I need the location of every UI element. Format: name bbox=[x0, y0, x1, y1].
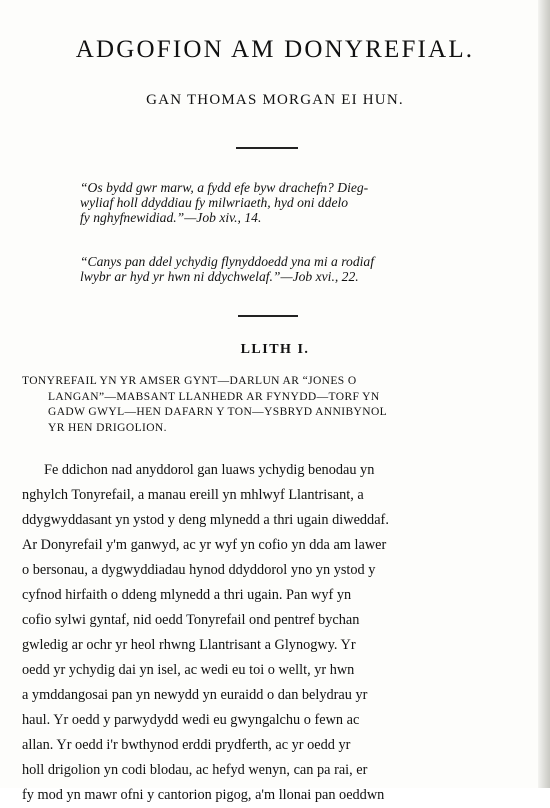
summary-line: GADW GWYL—HEN DAFARN Y TON—YSBRYD ANNIBYNOL bbox=[48, 406, 388, 418]
quote-line: “Os bydd gwr marw, a fydd efe byw drachefn? Dieg- bbox=[80, 180, 369, 195]
quote-line: wyliaf holl ddyddiau fy milwriaeth, hyd oni ddelo bbox=[80, 195, 349, 210]
body-line: allan. Yr oedd i'r bwthynod erddi prydferth, ac yr oedd yr bbox=[22, 737, 351, 753]
quote-line: “Canys pan ddel ychydig flynyddoedd yna mi a rodiaf bbox=[80, 254, 374, 269]
quote-line: fy nghyfnewidiad.”—Job xiv., 14. bbox=[80, 210, 262, 225]
body-line: cyfnod hirfaith o ddeng mlynedd a thri ugain. Pan wyf yn bbox=[22, 587, 352, 603]
body-line: cofio sylwi gyntaf, nid oedd Tonyrefail ond pentref bychan bbox=[22, 612, 360, 628]
body-line: Fe ddichon nad anyddorol gan luaws ychydig benodau yn bbox=[44, 462, 375, 478]
quote-line: lwybr ar hyd yr hwn ni ddychwelaf.”—Job xvi., 22. bbox=[80, 269, 359, 284]
body-line: a ymddangosai pan yn newydd yn euraidd o dan belydrau yr bbox=[22, 687, 368, 703]
epigraph-quote-2 bbox=[80, 254, 514, 284]
summary-line: YR HEN DRIGOLION. bbox=[48, 421, 167, 434]
body-line: o bersonau, a dygwyddiadau hynod ddyddorol yno yn ystod y bbox=[22, 562, 376, 578]
summary-line: LANGAN”—MABSANT LLANHEDR AR FYNYDD—TORF YN bbox=[48, 390, 380, 403]
article-title: ADGOFION AM DONYREFIAL. bbox=[75, 36, 475, 63]
body-line: fy mod yn mawr ofni y cantorion pigog, a'm llonai pan oeddwn bbox=[22, 787, 385, 803]
body-line: holl drigolion yn codi blodau, ac hefyd wenyn, can pa rai, er bbox=[22, 762, 368, 778]
body-line: gwledig ar ochr yr heol rhwng Llantrisant a Glynogwy. Yr bbox=[22, 637, 356, 653]
chapter-summary bbox=[22, 374, 537, 436]
summary-line: TONYREFAIL YN YR AMSER GYNT—DARLUN AR “JONES O bbox=[22, 375, 357, 387]
author-byline: GAN THOMAS MORGAN EI HUN. bbox=[146, 92, 404, 108]
body-line: haul. Yr oedd y parwydydd wedi eu gwyngalchu o fewn ac bbox=[22, 712, 360, 728]
body-line: oedd yr ychydig dai yn isel, ac wedi eu toi o wellt, yr hwn bbox=[22, 662, 355, 678]
body-line: nghylch Tonyrefail, a manau ereill yn mhlwyf Llantrisant, a bbox=[22, 487, 364, 503]
divider-rule bbox=[238, 315, 298, 317]
divider-rule bbox=[236, 147, 298, 149]
body-paragraph bbox=[22, 458, 544, 808]
body-line: Ar Donyrefail y'm ganwyd, ac yr wyf yn cofio yn dda am lawer bbox=[22, 537, 387, 553]
chapter-heading: LLITH I. bbox=[240, 342, 310, 357]
epigraph-quote-1 bbox=[80, 180, 514, 225]
body-line: ddygwyddasant yn ystod y deng mlynedd a thri ugain diweddaf. bbox=[22, 512, 389, 528]
